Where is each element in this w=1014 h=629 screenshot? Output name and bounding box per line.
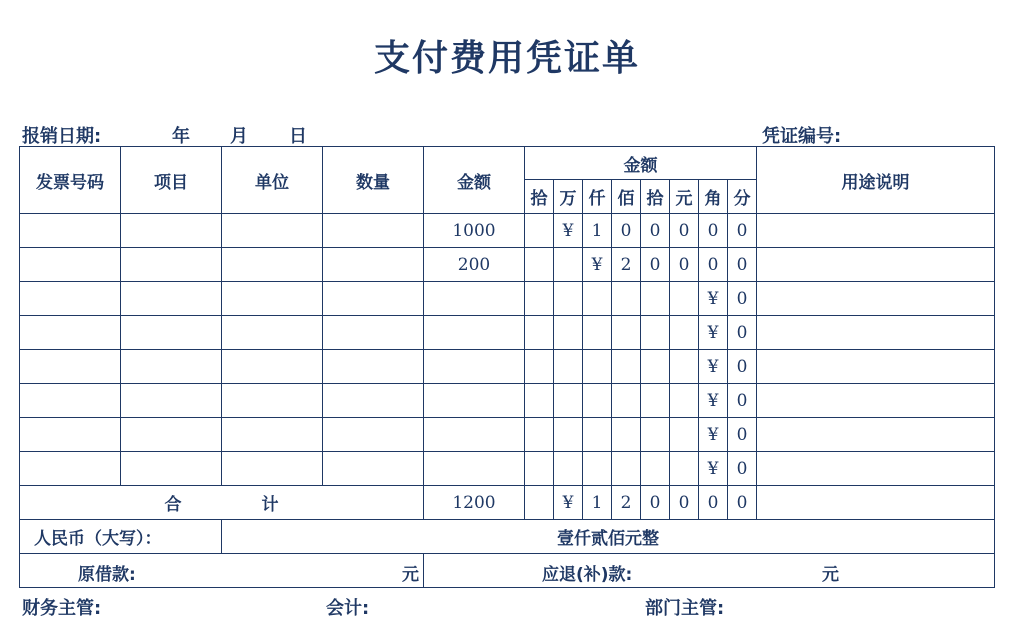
digit-cell[interactable] — [612, 418, 641, 452]
digit-cell[interactable] — [525, 418, 554, 452]
digit-cell[interactable] — [670, 418, 699, 452]
digit-cell[interactable] — [583, 316, 612, 350]
invoice-no-cell[interactable] — [20, 384, 121, 418]
purpose-cell[interactable] — [757, 452, 995, 486]
digit-cell[interactable] — [641, 316, 670, 350]
digit-cell[interactable] — [612, 282, 641, 316]
digit-cell[interactable] — [525, 452, 554, 486]
invoice-no-cell[interactable] — [20, 214, 121, 248]
header-digit-5: 元 — [670, 180, 699, 214]
rmb-row — [20, 520, 995, 554]
amount-cell[interactable] — [424, 350, 525, 384]
invoice-no-cell[interactable] — [20, 316, 121, 350]
advance-unit: 元 — [402, 565, 419, 585]
quantity-cell[interactable] — [323, 384, 424, 418]
total-digit-cell[interactable]: 0 — [641, 486, 670, 520]
amount-cell[interactable] — [424, 282, 525, 316]
digit-cell[interactable]: ¥ — [554, 214, 583, 248]
digit-cell[interactable] — [641, 350, 670, 384]
digit-cell[interactable]: 0 — [728, 418, 757, 452]
item-cell[interactable] — [121, 214, 222, 248]
digit-cell[interactable] — [670, 384, 699, 418]
digit-cell[interactable] — [583, 418, 612, 452]
refund-cell[interactable] — [424, 554, 995, 588]
amount-cell[interactable]: 200 — [424, 248, 525, 282]
total-label — [20, 486, 424, 520]
digit-cell[interactable]: 0 — [728, 316, 757, 350]
digit-cell[interactable]: 0 — [728, 214, 757, 248]
header-digit-6: 角 — [699, 180, 728, 214]
refund-label: 应退(补)款: — [542, 565, 633, 585]
accountant-label: 会计: — [326, 598, 370, 619]
finance-manager-label: 财务主管: — [22, 598, 102, 619]
digit-cell[interactable] — [525, 384, 554, 418]
table-row — [20, 350, 995, 384]
digit-cell[interactable] — [670, 452, 699, 486]
unit-cell[interactable] — [222, 418, 323, 452]
digit-cell[interactable] — [554, 248, 583, 282]
header-digit-2: 仟 — [583, 180, 612, 214]
digit-cell[interactable] — [612, 316, 641, 350]
digit-cell[interactable]: 0 — [728, 452, 757, 486]
digit-cell[interactable]: 0 — [641, 248, 670, 282]
digit-cell[interactable] — [554, 452, 583, 486]
quantity-cell[interactable] — [323, 418, 424, 452]
invoice-no-cell[interactable] — [20, 350, 121, 384]
digit-cell[interactable]: 2 — [612, 248, 641, 282]
header-amount-group: 金额 — [525, 147, 757, 180]
total-digit-cell[interactable]: 0 — [699, 486, 728, 520]
digit-cell[interactable]: 0 — [699, 248, 728, 282]
unit-cell[interactable] — [222, 384, 323, 418]
amount-cell[interactable] — [424, 384, 525, 418]
header-digit-7: 分 — [728, 180, 757, 214]
purpose-cell[interactable] — [757, 248, 995, 282]
item-cell[interactable] — [121, 452, 222, 486]
digit-cell[interactable] — [554, 418, 583, 452]
digit-cell[interactable]: ¥ — [699, 384, 728, 418]
total-digit-cell[interactable]: 2 — [612, 486, 641, 520]
digit-cell[interactable]: 0 — [699, 214, 728, 248]
total-label-part2: 计 — [261, 495, 279, 515]
item-cell[interactable] — [121, 418, 222, 452]
purpose-cell[interactable] — [757, 418, 995, 452]
digit-cell[interactable]: ¥ — [583, 248, 612, 282]
table-row — [20, 316, 995, 350]
header-digit-3: 佰 — [612, 180, 641, 214]
digit-cell[interactable] — [641, 452, 670, 486]
voucher-table — [19, 146, 995, 588]
total-purpose-cell[interactable] — [757, 486, 995, 520]
digit-cell[interactable] — [641, 384, 670, 418]
unit-cell[interactable] — [222, 452, 323, 486]
item-cell[interactable] — [121, 384, 222, 418]
digit-cell[interactable]: ¥ — [699, 350, 728, 384]
unit-cell[interactable] — [222, 282, 323, 316]
rmb-uppercase-value[interactable]: 壹仟贰佰元整 — [222, 520, 995, 554]
table-row — [20, 214, 995, 248]
advance-row — [20, 554, 995, 588]
advance-label: 原借款: — [78, 565, 136, 585]
digit-cell[interactable] — [612, 350, 641, 384]
digit-cell[interactable]: 0 — [670, 248, 699, 282]
quantity-cell[interactable] — [323, 214, 424, 248]
total-digit-cell[interactable] — [525, 486, 554, 520]
header-digit-1: 万 — [554, 180, 583, 214]
unit-cell[interactable] — [222, 316, 323, 350]
digit-cell[interactable] — [670, 282, 699, 316]
digit-cell[interactable] — [525, 248, 554, 282]
digit-cell[interactable] — [612, 384, 641, 418]
digit-cell[interactable] — [525, 282, 554, 316]
digit-cell[interactable]: ¥ — [699, 282, 728, 316]
digit-cell[interactable]: 1 — [583, 214, 612, 248]
digit-cell[interactable] — [583, 452, 612, 486]
advance-cell[interactable] — [20, 554, 424, 588]
total-digit-cell[interactable]: 0 — [728, 486, 757, 520]
purpose-cell[interactable] — [757, 384, 995, 418]
quantity-cell[interactable] — [323, 350, 424, 384]
digit-cell[interactable]: ¥ — [699, 316, 728, 350]
table-row — [20, 384, 995, 418]
digit-cell[interactable]: 0 — [612, 214, 641, 248]
invoice-no-cell[interactable] — [20, 282, 121, 316]
page-title: 支付费用凭证单 — [373, 37, 640, 79]
year-label: 年 — [172, 126, 190, 147]
digit-cell[interactable]: 0 — [728, 384, 757, 418]
purpose-cell[interactable] — [757, 350, 995, 384]
invoice-no-cell[interactable] — [20, 418, 121, 452]
table-row — [20, 452, 995, 486]
date-label: 报销日期: — [22, 126, 102, 147]
digit-cell[interactable] — [583, 282, 612, 316]
voucher-number-label: 凭证编号: — [762, 126, 842, 147]
header-unit: 单位 — [222, 147, 323, 214]
quantity-cell[interactable] — [323, 452, 424, 486]
header-digit-4: 拾 — [641, 180, 670, 214]
digit-cell[interactable] — [670, 350, 699, 384]
digit-cell[interactable] — [525, 214, 554, 248]
digit-cell[interactable]: 0 — [728, 282, 757, 316]
total-row — [20, 486, 995, 520]
table-row — [20, 418, 995, 452]
unit-cell[interactable] — [222, 350, 323, 384]
month-label: 月 — [230, 126, 248, 147]
item-cell[interactable] — [121, 248, 222, 282]
amount-cell[interactable]: 1000 — [424, 214, 525, 248]
refund-unit: 元 — [822, 565, 839, 585]
purpose-cell[interactable] — [757, 282, 995, 316]
amount-cell[interactable] — [424, 418, 525, 452]
digit-cell[interactable] — [670, 316, 699, 350]
table-row — [20, 282, 995, 316]
quantity-cell[interactable] — [323, 282, 424, 316]
digit-cell[interactable] — [612, 452, 641, 486]
header-row — [20, 147, 995, 180]
digit-cell[interactable] — [525, 316, 554, 350]
total-amount-cell[interactable]: 1200 — [424, 486, 525, 520]
digit-cell[interactable]: 0 — [670, 214, 699, 248]
digit-cell[interactable] — [641, 282, 670, 316]
rmb-label: 人民币（大写）： — [20, 520, 222, 554]
total-digit-cell[interactable]: ¥ — [554, 486, 583, 520]
header-item: 项目 — [121, 147, 222, 214]
table-row — [20, 248, 995, 282]
quantity-cell[interactable] — [323, 248, 424, 282]
quantity-cell[interactable] — [323, 316, 424, 350]
digit-cell[interactable]: 0 — [641, 214, 670, 248]
item-cell[interactable] — [121, 282, 222, 316]
purpose-cell[interactable] — [757, 316, 995, 350]
header-purpose: 用途说明 — [757, 147, 995, 214]
unit-cell[interactable] — [222, 214, 323, 248]
header-invoice-no: 发票号码 — [20, 147, 121, 214]
day-label: 日 — [289, 126, 307, 147]
digit-cell[interactable] — [554, 316, 583, 350]
digit-cell[interactable] — [554, 350, 583, 384]
digit-cell[interactable]: 0 — [728, 248, 757, 282]
item-cell[interactable] — [121, 316, 222, 350]
item-cell[interactable] — [121, 350, 222, 384]
digit-cell[interactable] — [583, 350, 612, 384]
digit-cell[interactable]: ¥ — [699, 452, 728, 486]
total-digit-cell[interactable]: 1 — [583, 486, 612, 520]
invoice-no-cell[interactable] — [20, 452, 121, 486]
invoice-no-cell[interactable] — [20, 248, 121, 282]
digit-cell[interactable]: ¥ — [699, 418, 728, 452]
digit-cell[interactable] — [525, 350, 554, 384]
purpose-cell[interactable] — [757, 214, 995, 248]
dept-manager-label: 部门主管: — [645, 598, 725, 619]
digit-cell[interactable] — [554, 282, 583, 316]
header-digit-0: 拾 — [525, 180, 554, 214]
digit-cell[interactable] — [583, 384, 612, 418]
digit-cell[interactable] — [641, 418, 670, 452]
total-digit-cell[interactable]: 0 — [670, 486, 699, 520]
unit-cell[interactable] — [222, 248, 323, 282]
digit-cell[interactable] — [554, 384, 583, 418]
header-quantity: 数量 — [323, 147, 424, 214]
digit-cell[interactable]: 0 — [728, 350, 757, 384]
header-amount: 金额 — [424, 147, 525, 214]
amount-cell[interactable] — [424, 316, 525, 350]
total-label-part1: 合 — [164, 495, 182, 515]
amount-cell[interactable] — [424, 452, 525, 486]
